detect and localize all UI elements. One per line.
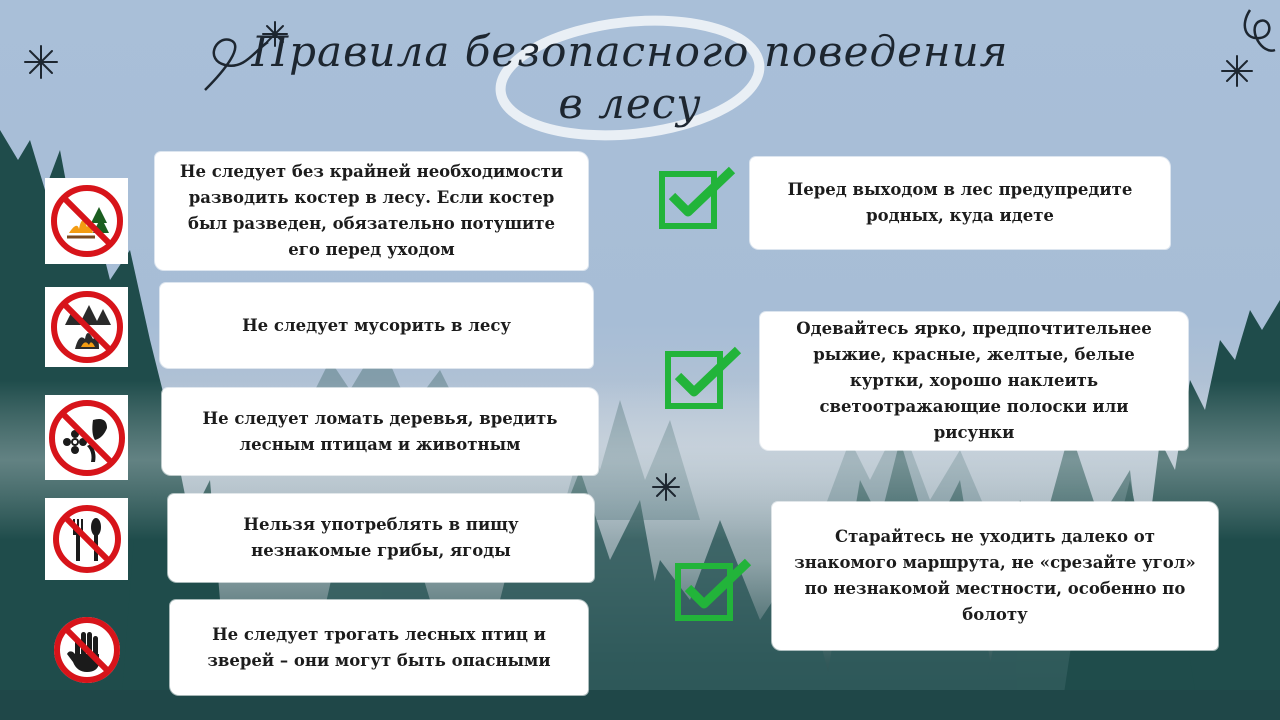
prohibition-card-mushrooms — [168, 494, 594, 582]
sparkle-icon — [653, 474, 679, 500]
checkmark-icon — [658, 166, 738, 232]
recommendation-card-inform — [750, 157, 1170, 249]
no-eating-icon — [45, 498, 128, 580]
recommendation-card-bright-clothes — [760, 312, 1188, 450]
checkmark-icon — [674, 558, 754, 624]
prohibition-text: Не следует ломать деревья, вредить лесным птицам и животным — [202, 408, 558, 454]
no-picking-flowers-icon — [45, 395, 128, 480]
prohibition-text: Не следует без крайней необходимости разводить костер в лесу. Если костер был разведен, обязательно потушите его перед уходом — [179, 162, 564, 259]
prohibition-card-animals — [170, 600, 588, 695]
recommendation-text: Перед выходом в лес предупредите родных, куда идете — [787, 180, 1133, 225]
no-forest-fire-icon — [45, 287, 128, 367]
recommendation-text: Старайтесь не уходить далеко от знакомого маршрута, не «срезайте угол» по незнакомой местности, особенно по болоту — [794, 527, 1196, 624]
no-touching-hand-icon — [50, 613, 124, 687]
prohibition-text: Не следует трогать лесных птиц и зверей – они могут быть опасными — [207, 624, 551, 670]
prohibition-card-campfire — [155, 152, 588, 270]
prohibition-text: Нельзя употреблять в пищу незнакомые грибы, ягоды — [243, 515, 519, 560]
sparkle-icon — [25, 46, 57, 78]
recommendation-card-route — [772, 502, 1218, 650]
sparkle-icon — [1222, 56, 1252, 86]
prohibition-card-litter — [160, 283, 593, 368]
swirl-doodle-icon — [1245, 10, 1275, 51]
no-campfire-icon — [45, 178, 128, 264]
page-title: Правила безопасного поведения в лесу — [251, 27, 1009, 128]
recommendation-text: Одевайтесь ярко, предпочтительнее рыжие, красные, желтые, белые куртки, хорошо наклеить светоотражающие полоски или рисунки — [796, 319, 1152, 442]
prohibition-text: Не следует мусорить в лесу — [242, 315, 511, 335]
prohibition-card-trees — [162, 388, 598, 475]
checkmark-icon — [664, 346, 744, 412]
